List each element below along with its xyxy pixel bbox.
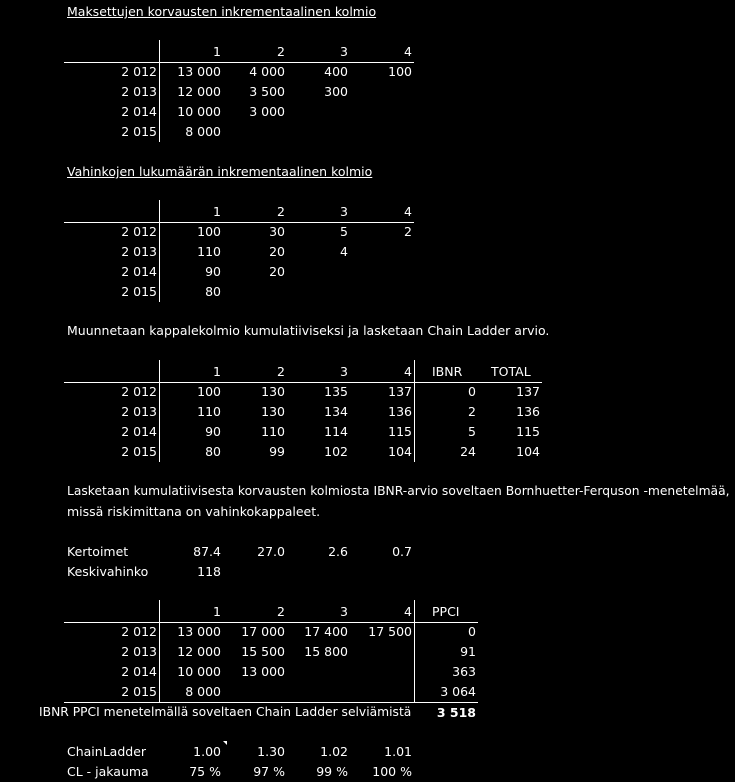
s4-cell: 8 000 xyxy=(185,684,221,699)
s1-row-year: 2 013 xyxy=(121,84,157,99)
keskivahinko-value: 118 xyxy=(197,564,221,579)
s2-cell: 5 xyxy=(340,224,348,239)
s4-cell-ppci: 91 xyxy=(460,644,476,659)
s4-cell: 10 000 xyxy=(177,664,221,679)
s4-header-rule xyxy=(64,622,478,623)
s3-row-year: 2 012 xyxy=(121,384,157,399)
s3-header-total: TOTAL xyxy=(491,364,531,379)
s4-row-year: 2 014 xyxy=(121,664,157,679)
chainladder-value: 1.02 xyxy=(320,744,348,759)
s1-cell: 3 000 xyxy=(249,104,285,119)
s1-row-year: 2 012 xyxy=(121,64,157,79)
s2-cell: 100 xyxy=(197,224,221,239)
s2-header-rule xyxy=(64,222,414,223)
jakauma-value: 99 % xyxy=(316,764,348,779)
kertoimet-value: 87.4 xyxy=(193,544,221,559)
s1-header-2: 2 xyxy=(277,44,285,59)
s3-cell: 102 xyxy=(324,444,348,459)
jakauma-value: 100 % xyxy=(372,764,412,779)
s3-cell-ibnr: 2 xyxy=(468,404,476,419)
s3-cell: 80 xyxy=(205,444,221,459)
s3-cell: 100 xyxy=(197,384,221,399)
s3-header-rule xyxy=(64,382,542,383)
ibnr-total-label: IBNR PPCI menetelmällä soveltaen Chain Ladder selviämistä xyxy=(39,705,412,719)
s3-cell: 115 xyxy=(388,424,412,439)
s3-cell: 104 xyxy=(388,444,412,459)
s3-cell: 130 xyxy=(261,404,285,419)
s2-row-year: 2 013 xyxy=(121,244,157,259)
s2-header-3: 3 xyxy=(340,204,348,219)
s3-header-3: 3 xyxy=(340,364,348,379)
jakauma-value: 97 % xyxy=(253,764,285,779)
s1-header-4: 4 xyxy=(404,44,412,59)
s1-cell: 400 xyxy=(324,64,348,79)
s4-cell: 15 500 xyxy=(241,644,285,659)
s1-cell: 100 xyxy=(388,64,412,79)
s4-cell: 17 500 xyxy=(368,624,412,639)
s4-cell-ppci: 363 xyxy=(452,664,476,679)
s2-cell: 20 xyxy=(269,244,285,259)
s3-cell: 130 xyxy=(261,384,285,399)
s1-cell: 3 500 xyxy=(249,84,285,99)
s1-cell: 13 000 xyxy=(177,64,221,79)
s2-cell: 90 xyxy=(205,264,221,279)
s3-row-year: 2 013 xyxy=(121,404,157,419)
s3-cell-ibnr: 24 xyxy=(460,444,476,459)
s4-total-rule xyxy=(64,702,478,703)
s3-cell-total: 137 xyxy=(516,384,540,399)
s3-vertical-rule-left xyxy=(159,360,160,462)
s2-row-year: 2 015 xyxy=(121,284,157,299)
s1-cell: 10 000 xyxy=(177,104,221,119)
chainladder-value: 1.30 xyxy=(257,744,285,759)
chainladder-value: 1.00 xyxy=(193,744,221,759)
s4-cell: 13 000 xyxy=(177,624,221,639)
s3-header-1: 1 xyxy=(213,364,221,379)
s2-cell: 20 xyxy=(269,264,285,279)
s3-cell: 90 xyxy=(205,424,221,439)
s4-header-2: 2 xyxy=(277,604,285,619)
section3-intro: Muunnetaan kappalekolmio kumulatiiviseksi ja lasketaan Chain Ladder arvio. xyxy=(67,323,550,338)
jakauma-value: 75 % xyxy=(189,764,221,779)
s2-header-2: 2 xyxy=(277,204,285,219)
s4-cell-ppci: 3 064 xyxy=(440,684,476,699)
s4-cell-ppci: 0 xyxy=(468,624,476,639)
s3-cell: 110 xyxy=(261,424,285,439)
s3-cell: 99 xyxy=(269,444,285,459)
s1-cell: 300 xyxy=(324,84,348,99)
s3-cell-ibnr: 5 xyxy=(468,424,476,439)
s2-header-1: 1 xyxy=(213,204,221,219)
s3-cell: 110 xyxy=(197,404,221,419)
kertoimet-value: 2.6 xyxy=(328,544,348,559)
s4-cell: 15 800 xyxy=(304,644,348,659)
keskivahinko-label: Keskivahinko xyxy=(67,564,149,579)
section4-intro-line2: missä riskimittana on vahinkokappaleet. xyxy=(67,504,321,519)
s4-cell: 12 000 xyxy=(177,644,221,659)
jakauma-label: CL - jakauma xyxy=(67,764,149,779)
s1-cell: 4 000 xyxy=(249,64,285,79)
s1-row-year: 2 014 xyxy=(121,104,157,119)
s3-cell: 134 xyxy=(324,404,348,419)
s4-vertical-rule-right xyxy=(414,600,415,702)
s2-cell: 30 xyxy=(269,224,285,239)
s4-cell: 13 000 xyxy=(241,664,285,679)
s4-row-year: 2 012 xyxy=(121,624,157,639)
kertoimet-label: Kertoimet xyxy=(67,544,129,559)
s2-row-year: 2 014 xyxy=(121,264,157,279)
s1-header-3: 3 xyxy=(340,44,348,59)
s2-cell: 110 xyxy=(197,244,221,259)
chainladder-label: ChainLadder xyxy=(67,744,147,759)
kertoimet-value: 0.7 xyxy=(392,544,412,559)
s2-vertical-rule xyxy=(159,200,160,302)
section4-intro-line1: Lasketaan kumulatiivisesta korvausten kolmiosta IBNR-arvio soveltaen Bornhuetter-Ferquson -menetelmää, xyxy=(67,484,730,498)
s1-header-1: 1 xyxy=(213,44,221,59)
chainladder-value: 1.01 xyxy=(384,744,412,759)
s3-row-year: 2 015 xyxy=(121,444,157,459)
s1-cell: 12 000 xyxy=(177,84,221,99)
ibnr-total-value: 3 518 xyxy=(436,705,476,720)
s3-header-ibnr: IBNR xyxy=(432,364,463,379)
s3-cell-total: 136 xyxy=(516,404,540,419)
s1-row-year: 2 015 xyxy=(121,124,157,139)
s3-cell-total: 115 xyxy=(516,424,540,439)
s2-cell: 2 xyxy=(404,224,412,239)
s4-cell: 17 400 xyxy=(304,624,348,639)
s3-cell-ibnr: 0 xyxy=(468,384,476,399)
s2-row-year: 2 012 xyxy=(121,224,157,239)
s3-cell: 137 xyxy=(388,384,412,399)
s4-cell: 17 000 xyxy=(241,624,285,639)
s3-header-2: 2 xyxy=(277,364,285,379)
s2-cell: 4 xyxy=(340,244,348,259)
s3-cell-total: 104 xyxy=(516,444,540,459)
s1-header-rule xyxy=(64,62,414,63)
s3-row-year: 2 014 xyxy=(121,424,157,439)
s3-header-4: 4 xyxy=(404,364,412,379)
s3-vertical-rule-right xyxy=(414,360,415,462)
s4-header-3: 3 xyxy=(340,604,348,619)
s3-cell: 135 xyxy=(324,384,348,399)
section2-title: Vahinkojen lukumäärän inkrementaalinen kolmio xyxy=(67,164,373,179)
s1-vertical-rule xyxy=(159,40,160,142)
s1-cell: 8 000 xyxy=(185,124,221,139)
s4-header-ppci: PPCI xyxy=(432,604,460,619)
s4-row-year: 2 015 xyxy=(121,684,157,699)
s2-cell: 80 xyxy=(205,284,221,299)
s4-header-4: 4 xyxy=(404,604,412,619)
s4-vertical-rule-left xyxy=(159,600,160,702)
s4-header-1: 1 xyxy=(213,604,221,619)
s3-cell: 114 xyxy=(324,424,348,439)
s2-header-4: 4 xyxy=(404,204,412,219)
section1-title: Maksettujen korvausten inkrementaalinen kolmio xyxy=(67,4,377,19)
kertoimet-value: 27.0 xyxy=(257,544,285,559)
s3-cell: 136 xyxy=(388,404,412,419)
s4-row-year: 2 013 xyxy=(121,644,157,659)
